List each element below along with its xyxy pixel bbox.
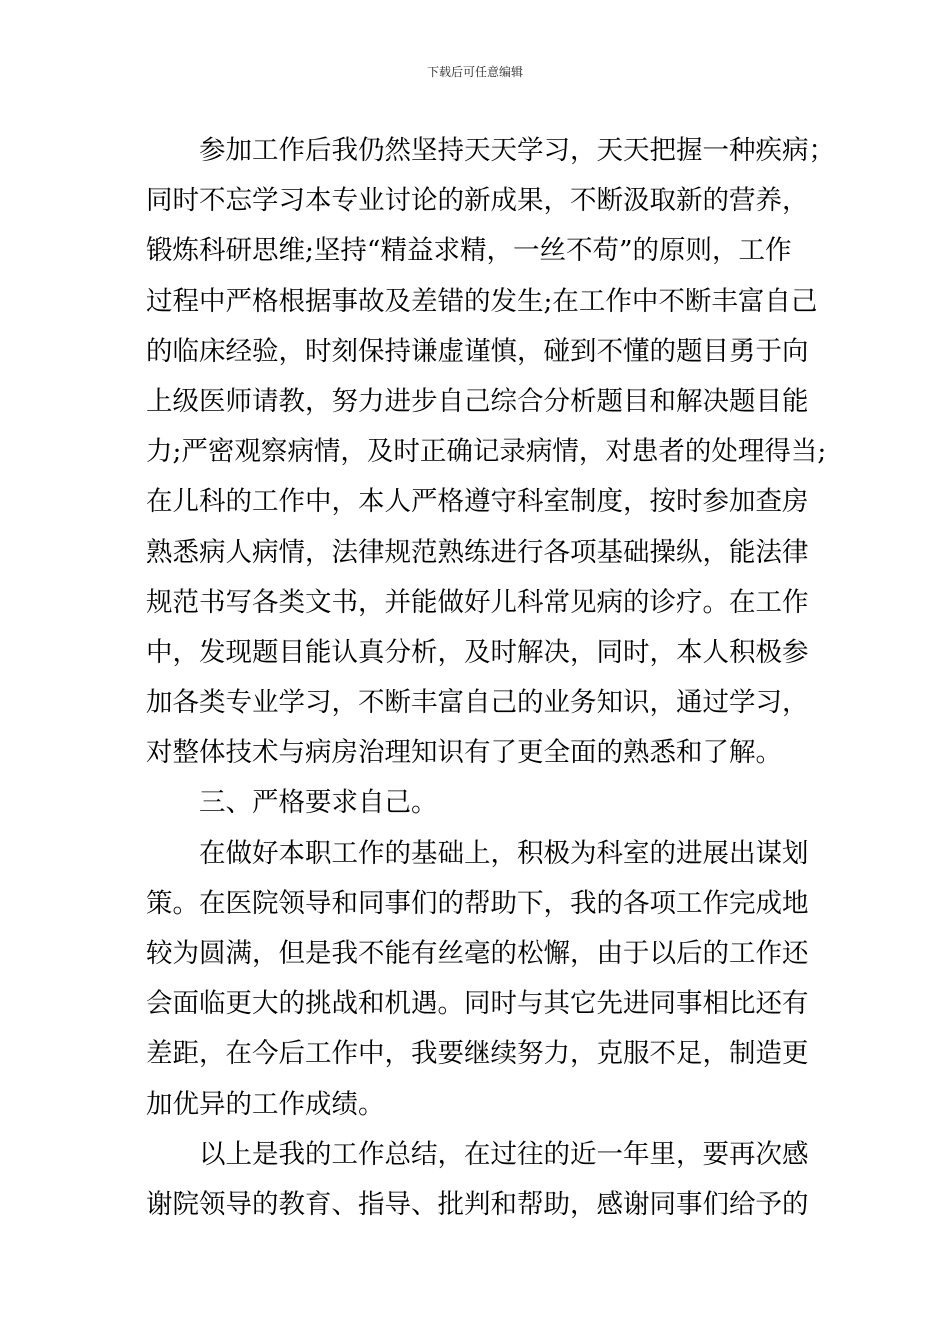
text-line: 熟悉病人病情，法律规范熟练进行各项基础操纵，能法律 bbox=[146, 536, 809, 568]
text-line: 锻炼科研思维;坚持“精益求精，一丝不苟”的原则，工作 bbox=[146, 235, 792, 267]
text-line: 差距，在今后工作中，我要继续努力，克服不足，制造更 bbox=[146, 1038, 809, 1070]
text-line: 中，发现题目能认真分析，及时解决，同时，本人积极参 bbox=[146, 636, 809, 668]
text-line: 在儿科的工作中，本人严格遵守科室制度，按时参加查房 bbox=[146, 486, 809, 518]
text-line: 在做好本职工作的基础上，积极为科室的进展出谋划 bbox=[199, 837, 809, 869]
page-header: 下载后可任意编辑 bbox=[426, 65, 523, 79]
section-heading: 三、严格要求自己。 bbox=[199, 787, 438, 819]
text-line: 谢院领导的教育、指导、批判和帮助，感谢同事们给予的 bbox=[146, 1188, 809, 1220]
text-line: 策。在医院领导和同事们的帮助下，我的各项工作完成地 bbox=[146, 887, 809, 919]
text-line: 的临床经验，时刻保持谦虚谨慎，碰到不懂的题目勇于向 bbox=[146, 335, 809, 367]
text-line: 较为圆满，但是我不能有丝毫的松懈，由于以后的工作还 bbox=[146, 938, 809, 969]
text-line: 以上是我的工作总结，在过往的近一年里，要再次感 bbox=[199, 1138, 809, 1170]
text-line: 规范书写各类文书，并能做好儿科常见病的诊疗。在工作 bbox=[146, 586, 809, 618]
text-line: 上级医师请教，努力进步自己综合分析题目和解决题目能 bbox=[146, 385, 809, 417]
text-line: 力;严密观察病情，及时正确记录病情，对患者的处理得当; bbox=[146, 436, 827, 468]
text-line: 会面临更大的挑战和机遇。同时与其它先进同事相比还有 bbox=[146, 988, 809, 1020]
document-body bbox=[146, 126, 835, 1230]
text-line: 参加工作后我仍然坚持天天学习，天天把握一种疾病； bbox=[199, 135, 835, 166]
text-line: 加优异的工作成绩。 bbox=[146, 1088, 385, 1120]
text-line: 同时不忘学习本专业讨论的新成果，不断汲取新的营养， bbox=[146, 185, 809, 217]
text-line: 加各类专业学习，不断丰富自己的业务知识，通过学习， bbox=[146, 687, 809, 719]
text-line: 过程中严格根据事故及差错的发生;在工作中不断丰富自己 bbox=[146, 285, 818, 317]
text-line: 对整体技术与病房治理知识有了更全面的熟悉和了解。 bbox=[146, 737, 782, 769]
